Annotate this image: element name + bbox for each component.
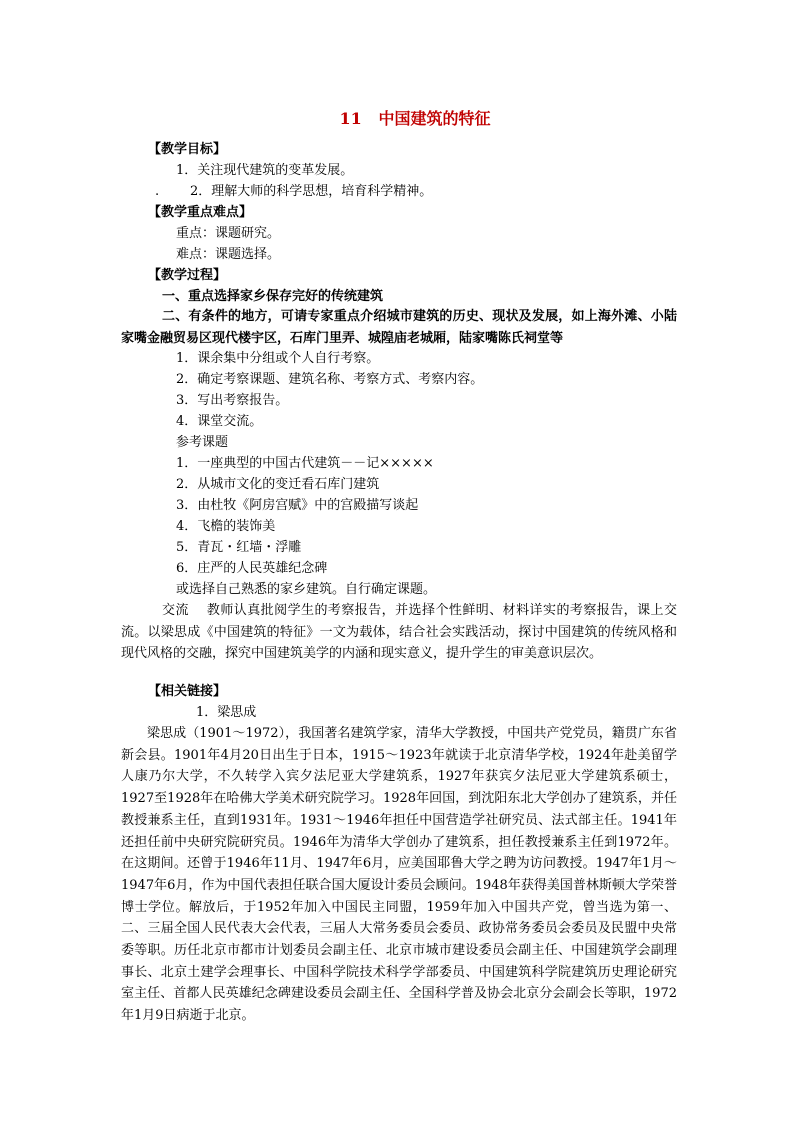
section-heading-links: 【相关链接】 (148, 684, 227, 699)
section-heading-process: 【教学过程】 (148, 268, 227, 283)
page-title: 11 中国建筑的特征 (339, 109, 491, 128)
reference-other: 或选择自己熟悉的家乡建筑。自行确定课题。 (176, 582, 437, 597)
goal-item: 1．关注现代建筑的变革发展。 (176, 163, 354, 178)
section-heading-key: 【教学重点难点】 (148, 205, 253, 220)
reference-item: 2．从城市文化的变迁看石库门建筑 (176, 477, 380, 492)
reference-item: 3．由杜牧《阿房宫赋》中的宫殿描写谈起 (176, 498, 419, 513)
key-point-item: 重点：课题研究。 (176, 226, 281, 241)
process-item-2: 二、有条件的地方，可请专家重点介绍城市建筑的历史、现状及发展，如上海外滩、小陆家嘴金融贸易区现代楼宇区，石库门里弄、城隍庙老城厢，陆家嘴陈氏祠堂等 (121, 309, 677, 346)
reference-item: 4．飞檐的装饰美 (176, 519, 276, 534)
reference-item: 6．庄严的人民英雄纪念碑 (176, 561, 328, 576)
step-item: 2．确定考察课题、建筑名称、考察方式、考察内容。 (176, 372, 484, 387)
biography-paragraph: 梁思成（1901～1972），我国著名建筑学家，清华大学教授，中国共产党党员，籍贯广东省新会县。1901年4月20日出生于日本，1915～1923年就读于北京清华学校，1924年赴美留学人康乃尔大学，不久转学入宾夕法尼亚大学建筑系，1927年获宾夕法尼亚大学建筑系硕士，1927至1928年在哈佛大学美术研究院学习。1928年回国，到沈阳东北大学创办了建筑系，并任教授兼系主任，直到1931年。1931～1946年担任中国营造学社研究员、法式部主任。1941年还担任前中央研究院研究员。1946年为清华大学创办了建筑系，担任教授兼系主任到1972年。在这期间。还曾于1946年11月、1947年6月，应美国耶鲁大学之聘为访问教授。1947年1月～1947年6月，作为中国代表担任联合国大厦设计委员会顾问。1948年获得美国普林斯顿大学荣誉博士学位。解放后，于1952年加入中国民主同盟，1959年加入中国共产党，曾当选为第一、二、三届全国人民代表大会代表，三届人大常务委员会委员、政协常务委员会委员及民盟中央常委等职。历任北京市都市计划委员会副主任、北京市城市建设委员会副主任、中国建筑学会副理事长、北京土建学会理事长、中国科学院技术科学学部委员、中国建筑科学院建筑历史理论研究室主任、首都人民英雄纪念碑建设委员会副主任、全国科学普及协会北京分会副会长等职，1972年1月9日病逝于北京。 (121, 726, 677, 1024)
exchange-paragraph: 交流 教师认真批阅学生的考察报告，并选择个性鲜明、材料详实的考察报告，课上交流。以梁思成《中国建筑的特征》一文为载体，结合社会实践活动，探讨中国建筑的传统风格和现代风格的交融，探究中国建筑美学的内涵和现实意义，提升学生的审美意识层次。 (121, 603, 677, 662)
section-heading-goals: 【教学目标】 (148, 142, 227, 157)
step-item: 3．写出考察报告。 (176, 393, 289, 408)
goal-dot: . (155, 184, 160, 199)
step-item: 1．课余集中分组或个人自行考察。 (176, 351, 380, 366)
reference-item: 1．一座典型的中国古代建筑－－记××××× (176, 456, 434, 471)
goal-item: 2．理解大师的科学思想，培育科学精神。 (190, 184, 433, 199)
reference-item: 5．青瓦・红墙・浮雕 (176, 540, 302, 555)
link-item: 1．梁思成 (196, 705, 257, 720)
key-point-item: 难点：课题选择。 (176, 247, 281, 262)
process-item-1: 一、重点选择家乡保存完好的传统建筑 (162, 289, 384, 304)
reference-heading: 参考课题 (176, 435, 229, 450)
step-item: 4．课堂交流。 (176, 414, 263, 429)
